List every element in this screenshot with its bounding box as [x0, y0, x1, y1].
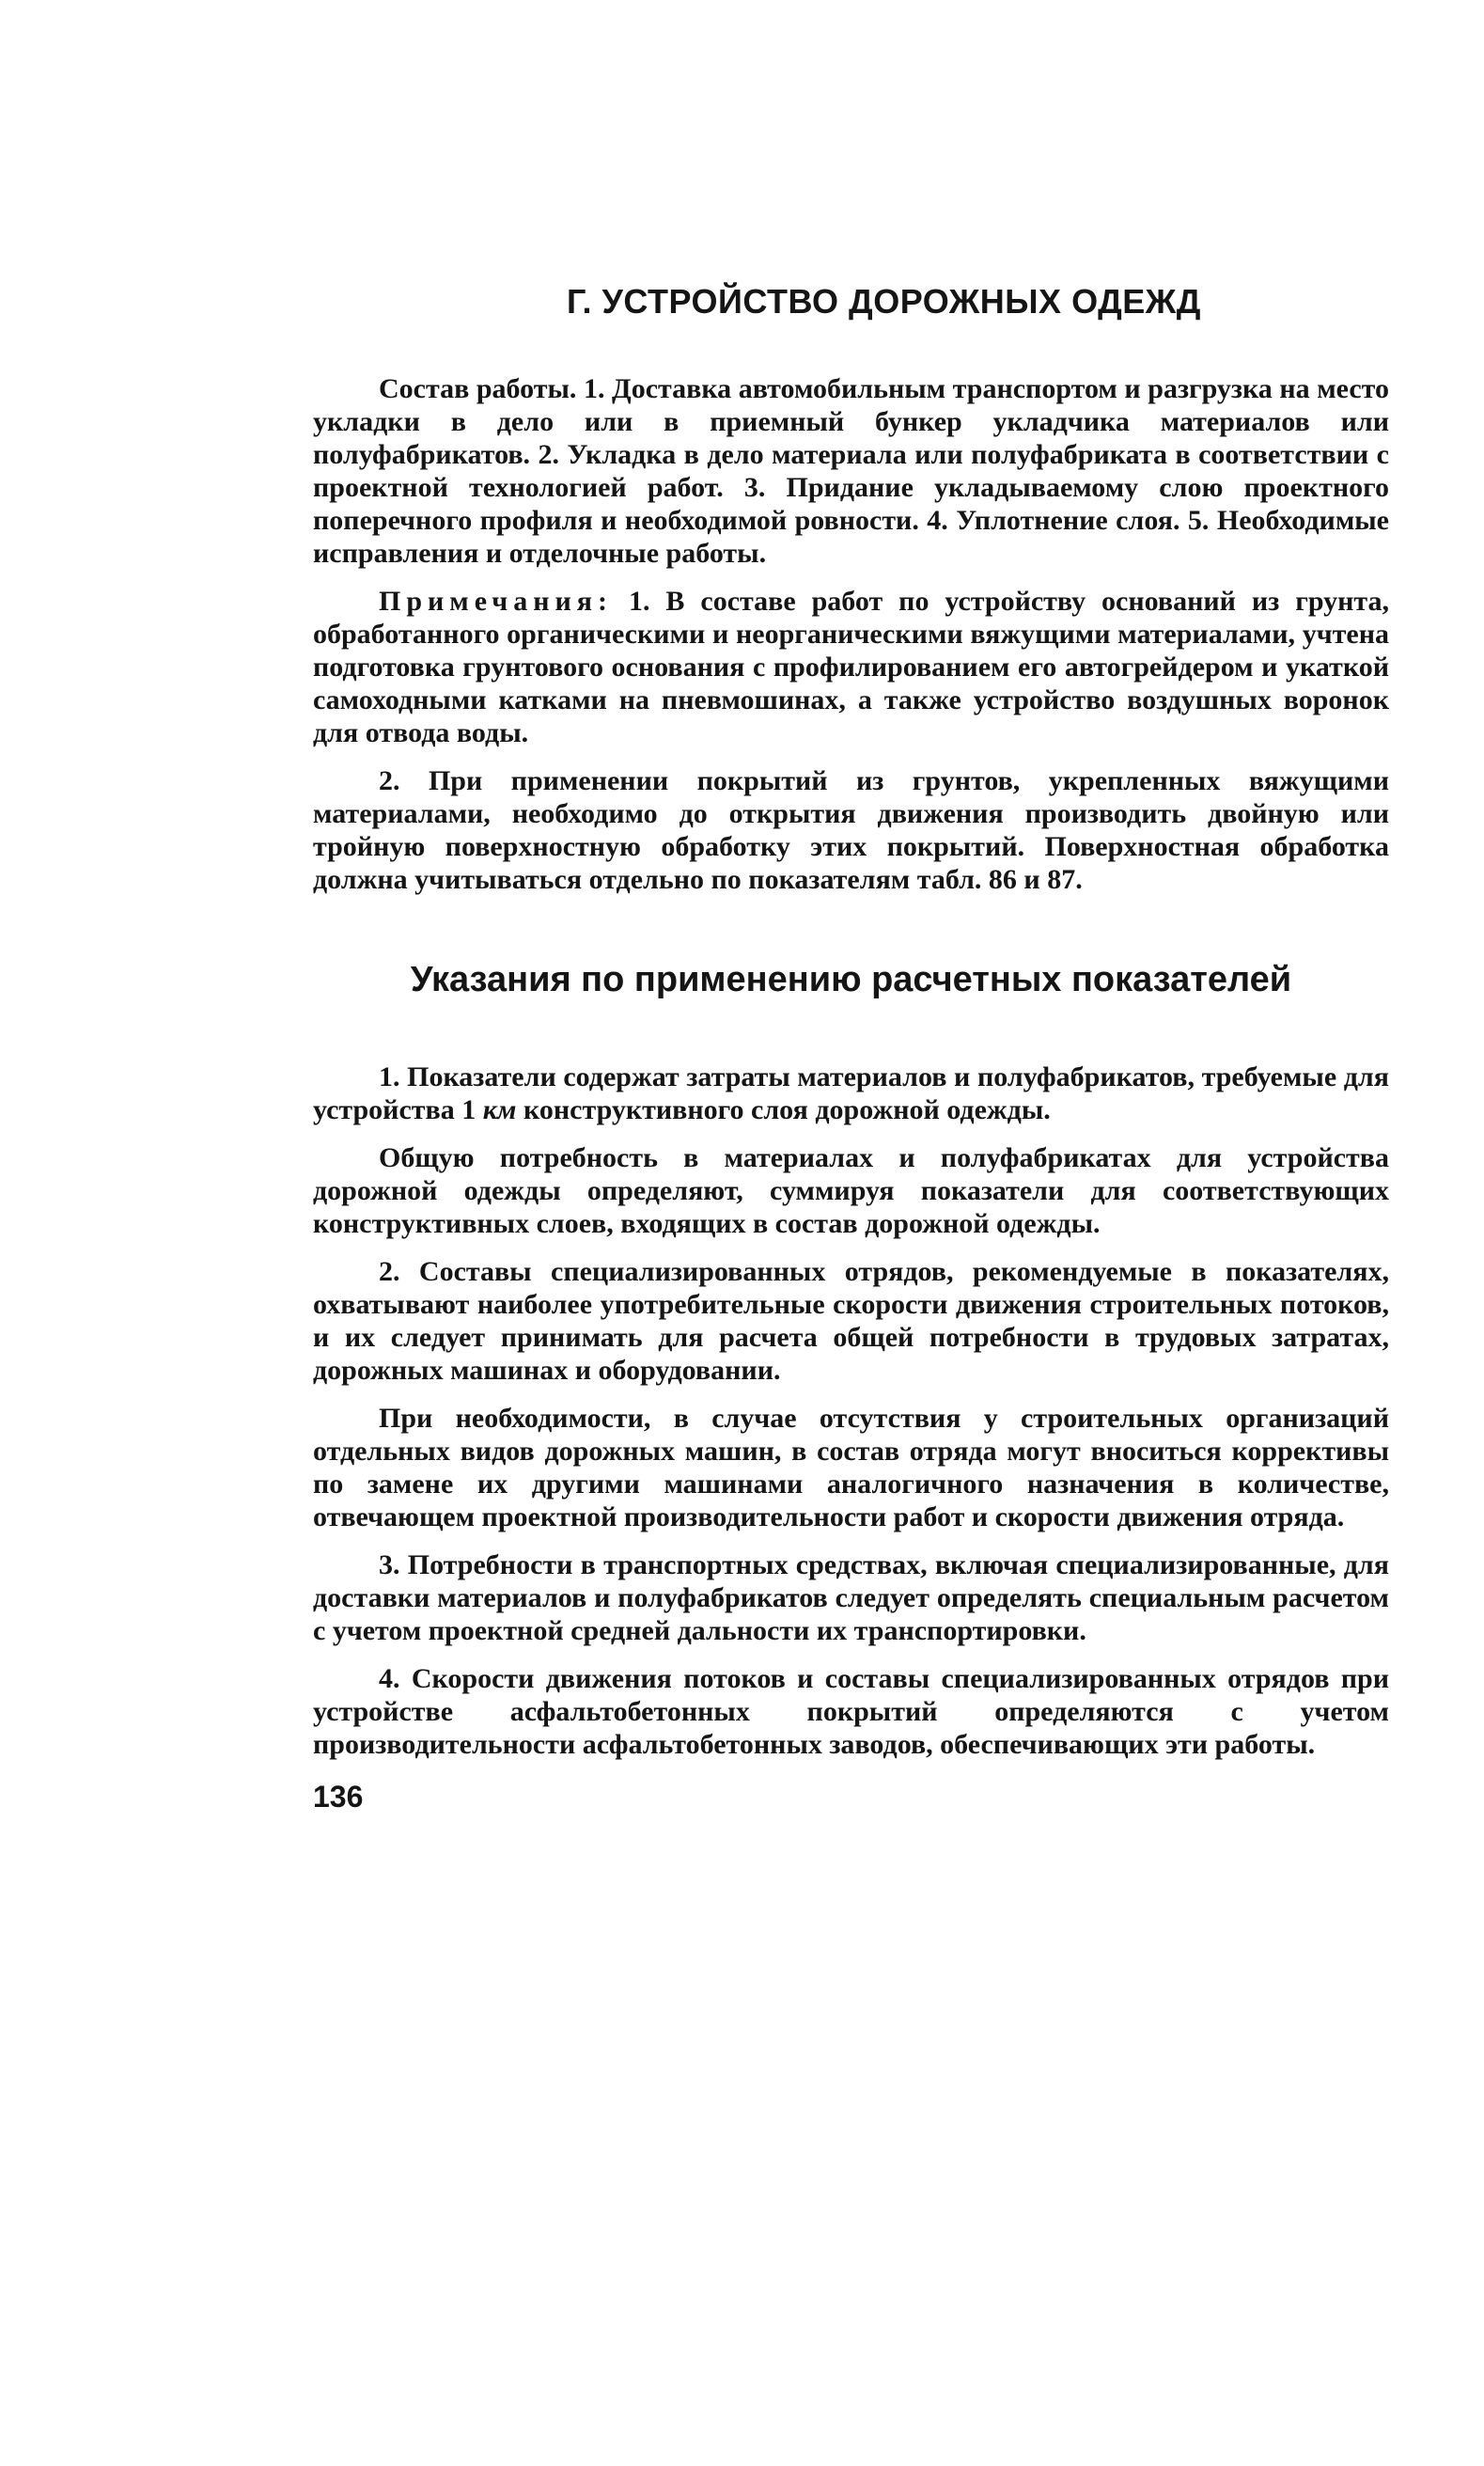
- page-number: 136: [313, 1780, 364, 1814]
- guidance-p1-start: 1. Показатели содержат затраты материалов и полуфабрикатов, требуемые для устройства 1: [313, 1061, 1389, 1125]
- work-composition-lead: Состав работы.: [379, 373, 577, 404]
- section-title-guidance: Указания по применению расчетных показателей: [410, 960, 1292, 999]
- notes-paragraph: [313, 585, 1389, 749]
- guidance-paragraph-4: При необходимости, в случае отсутствия у строительных организаций отдельных видов дорожных машин, в состав отряда могут вноситься коррективы по замене их другими машинами аналогичного назначения в количестве, отвечающем проектной производительности работ и скорости движения отряда.: [313, 1403, 1389, 1532]
- guidance-paragraph-6: 4. Скорости движения потоков и составы специализированных отрядов при устройстве асфальтобетонных покрытий определяются с учетом производительности асфальтобетонных заводов, обеспечивающих эти работы.: [313, 1663, 1389, 1760]
- work-composition-paragraph: [313, 372, 1389, 570]
- guidance-paragraph-3: 2. Составы специализированных отрядов, рекомендуемые в показателях, охватывают наиболее употребительные скорости движения строительных потоков, и их следует принимать для расчета общей потребности в трудовых затратах, дорожных машинах и оборудовании.: [313, 1256, 1389, 1386]
- unit-km: км: [482, 1094, 517, 1125]
- guidance-paragraph-2: Общую потребность в материалах и полуфабрикатах для устройства дорожной одежды определяют, суммируя показатели для соответствующих конструктивных слоев, входящих в состав дорожной одежды.: [313, 1142, 1389, 1239]
- note-1-text: 1. В составе работ по устройству оснований из грунта, обработанного органическими и неорганическими вяжущими материалами, учтена подготовка грунтового основания с профилированием его автогрейдером и укаткой самоходными катками на пневмошинах, а также устройство воздушных воронок для отвода воды.: [313, 586, 1389, 748]
- note-2-paragraph: 2. При применении покрытий из грунтов, укрепленных вяжущими материалами, необходимо до открытия движения производить двойную или тройную поверхностную обработку этих покрытий. Поверхностная обработка должна учитываться отдельно по показателям табл. 86 и 87.: [313, 765, 1389, 895]
- guidance-p1-end: конструктивного слоя дорожной одежды.: [516, 1094, 1051, 1125]
- work-composition-text: 1. Доставка автомобильным транспортом и разгрузка на место укладки в дело или в приемный бункер укладчика материалов или полуфабрикатов. 2. Укладка в дело материала или полуфабриката в соответствии с проектной технологией работ. 3. Придание укладываемому слою проектного поперечного профиля и необходимой ровности. 4. Уплотнение слоя. 5. Необходимые исправления и отделочные работы.: [313, 373, 1390, 569]
- guidance-paragraph-1: [313, 1060, 1389, 1126]
- document-page: [313, 282, 1389, 1814]
- guidance-paragraph-5: 3. Потребности в транспортных средствах, включая специализированные, для доставки материалов и полуфабрикатов следует определять специальным расчетом с учетом проектной средней дальности их транспортировки.: [313, 1549, 1389, 1646]
- notes-label: Примечания:: [379, 586, 614, 617]
- section-title-road-pavement: Г. УСТРОЙСТВО ДОРОЖНЫХ ОДЕЖД: [567, 282, 1201, 321]
